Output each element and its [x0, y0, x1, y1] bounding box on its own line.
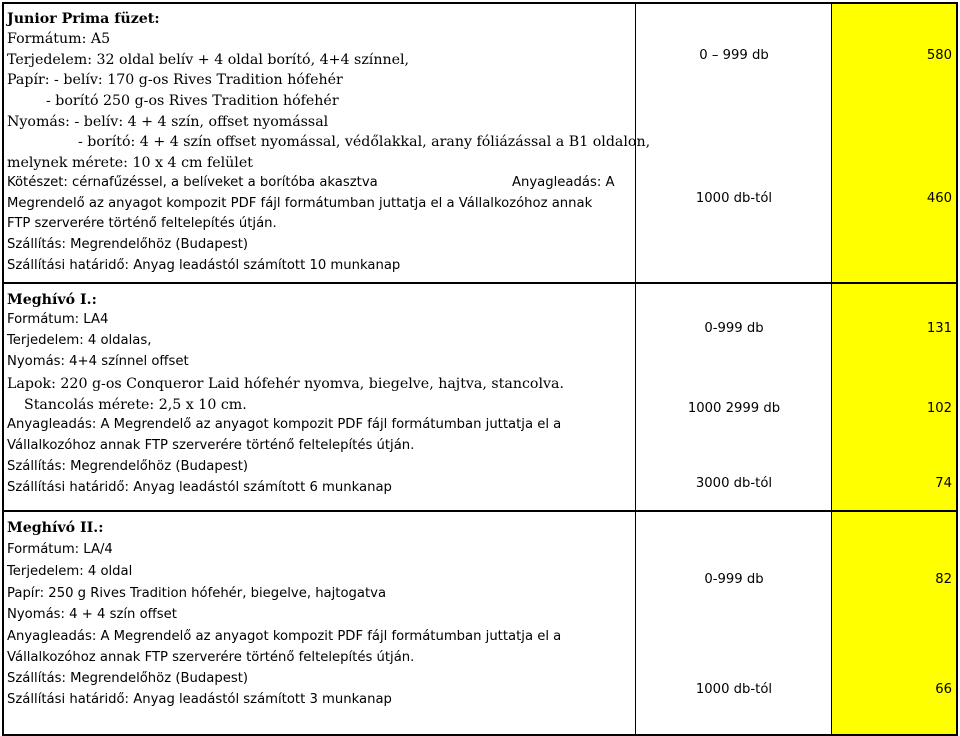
unit-price: 131 [926, 321, 952, 336]
product-description [2, 512, 636, 734]
quantity-cell [636, 284, 832, 512]
spec-line: FTP szerverére történő feltelepítés útján. [7, 216, 277, 231]
product-title: Junior Prima füzet: [7, 11, 160, 27]
unit-price: 74 [935, 476, 952, 491]
product-row-junior-prima [2, 2, 958, 284]
spec-line: Szállítás: Megrendelőhöz (Budapest) [7, 671, 249, 686]
spec-line: Szállítási határidő: Anyag leadástól számított 10 munkanap [7, 258, 401, 273]
spec-line: - borító: 4 + 4 szín offset nyomással, védőlakkal, arany fóliázással a B1 oldalon, [78, 134, 651, 150]
product-row-meghivo-2 [2, 510, 958, 736]
price-table [2, 2, 958, 734]
quantity-tier: 0 – 999 db [699, 48, 769, 63]
spec-line: Lapok: 220 g-os Conqueror Laid hófehér nyomva, biegelve, hajtva, stancolva. [7, 376, 564, 392]
spec-line: Formátum: LA/4 [7, 542, 113, 557]
quantity-tier: 0-999 db [704, 572, 764, 587]
product-title: Meghívó II.: [7, 520, 104, 536]
quantity-cell [636, 4, 832, 284]
spec-line: Kötészet: cérnafűzéssel, a belíveket a borítóba akasztva [7, 175, 378, 190]
unit-price: 460 [926, 191, 952, 206]
spec-line: Terjedelem: 4 oldalas, [7, 333, 152, 348]
spec-line: Formátum: A5 [7, 31, 111, 47]
product-description [2, 4, 651, 284]
quantity-tier: 3000 db-tól [695, 476, 773, 491]
spec-line: Nyomás: 4 + 4 szín offset [7, 607, 177, 622]
spec-line: Anyagleadás: A Megrendelő az anyagot kompozit PDF fájl formátumban juttatja el a [7, 417, 562, 432]
spec-line: Anyagleadás: A [512, 175, 615, 190]
spec-line: Terjedelem: 32 oldal belív + 4 oldal borító, 4+4 színnel, [7, 52, 410, 68]
quantity-tier: 1000 2999 db [687, 401, 781, 416]
spec-line: Szállítás: Megrendelőhöz (Budapest) [7, 459, 249, 474]
spec-line: Papír: - belív: 170 g-os Rives Tradition hófehér [7, 72, 343, 88]
price-cell [832, 284, 958, 512]
quantity-tier: 0-999 db [704, 321, 764, 336]
spec-line: Nyomás: - belív: 4 + 4 szín, offset nyomással [7, 114, 329, 130]
price-cell [832, 4, 958, 284]
quantity-cell [636, 512, 832, 734]
spec-line: - borító 250 g-os Rives Tradition hófehér [46, 93, 339, 109]
spec-line: Megrendelő az anyagot kompozit PDF fájl formátumban juttatja el a Vállalkozóhoz annak [7, 196, 593, 211]
unit-price: 66 [935, 682, 952, 697]
unit-price: 102 [926, 401, 952, 416]
spec-line: melynek mérete: 10 x 4 cm felület [7, 155, 253, 171]
spec-line: Vállalkozóhoz annak FTP szerverére történő feltelepítés útján. [7, 650, 415, 665]
spec-line: Terjedelem: 4 oldal [7, 564, 133, 579]
spec-line: Papír: 250 g Rives Tradition hófehér, biegelve, hajtogatva [7, 586, 387, 601]
unit-price: 580 [926, 48, 952, 63]
product-description [2, 284, 636, 512]
spec-line: Nyomás: 4+4 színnel offset [7, 354, 189, 369]
spec-line: Anyagleadás: A Megrendelő az anyagot kompozit PDF fájl formátumban juttatja el a [7, 629, 562, 644]
price-cell [832, 512, 958, 734]
product-row-meghivo-1 [2, 282, 958, 512]
spec-line: Vállalkozóhoz annak FTP szerverére történő feltelepítés útján. [7, 438, 415, 453]
quantity-tier: 1000 db-tól [695, 682, 773, 697]
product-title: Meghívó I.: [7, 292, 97, 308]
quantity-tier: 1000 db-tól [695, 191, 773, 206]
spec-line: Szállítási határidő: Anyag leadástól számított 6 munkanap [7, 480, 392, 495]
spec-line: Szállítási határidő: Anyag leadástól számított 3 munkanap [7, 692, 392, 707]
spec-line: Stancolás mérete: 2,5 x 10 cm. [24, 397, 247, 413]
unit-price: 82 [935, 572, 952, 587]
spec-line: Szállítás: Megrendelőhöz (Budapest) [7, 237, 249, 252]
spec-line: Formátum: LA4 [7, 312, 109, 327]
